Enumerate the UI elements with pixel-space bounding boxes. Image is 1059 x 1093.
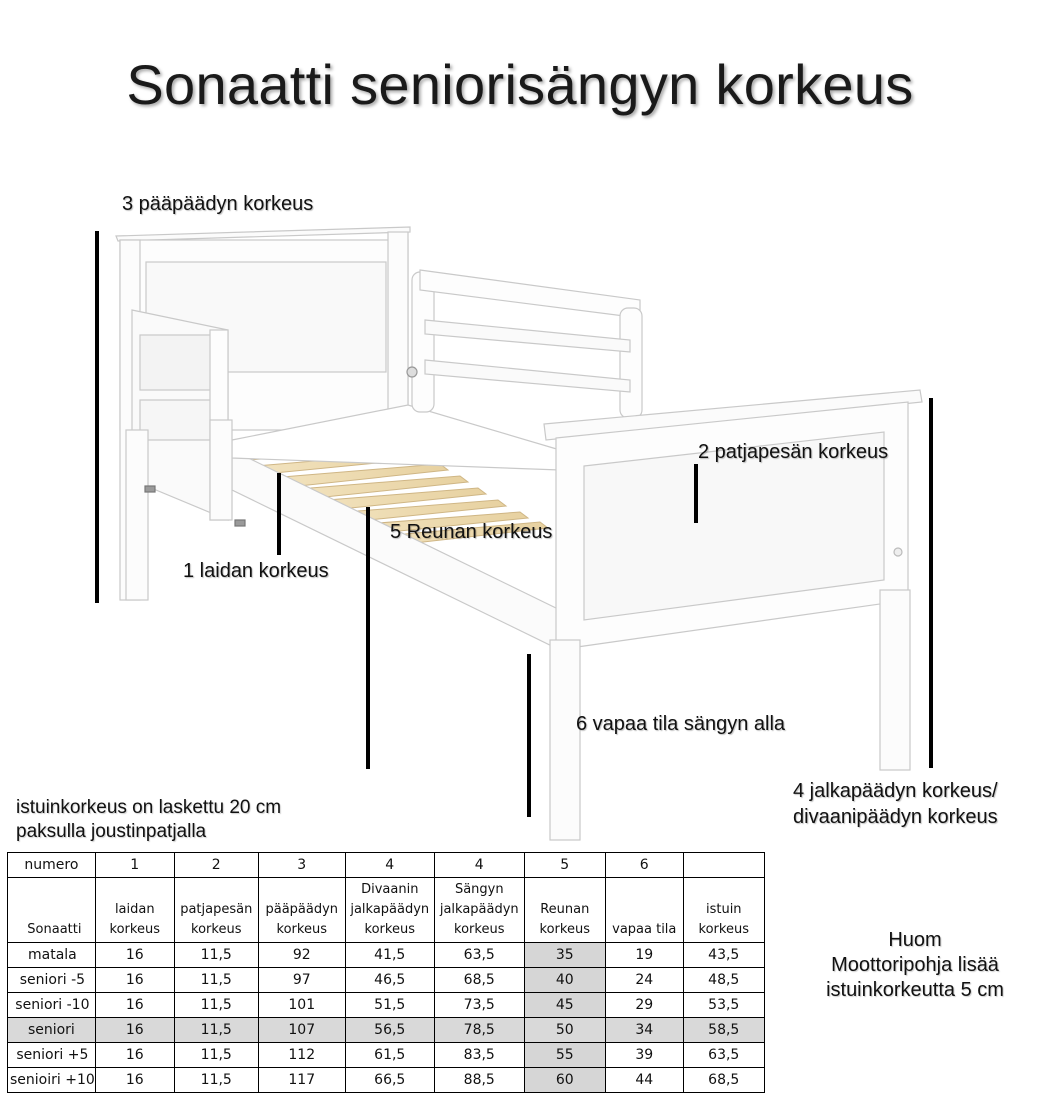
column-header: patjapesän korkeus <box>174 878 258 943</box>
value-cell: 101 <box>258 993 345 1018</box>
value-cell: 66,5 <box>345 1068 434 1093</box>
value-cell: 16 <box>95 943 174 968</box>
number-cell: 4 <box>345 853 434 878</box>
value-cell: 97 <box>258 968 345 993</box>
model-name-cell: matala <box>8 943 96 968</box>
value-cell: 11,5 <box>174 968 258 993</box>
column-header: Reunan korkeus <box>524 878 605 943</box>
number-cell: 6 <box>605 853 683 878</box>
value-cell: 51,5 <box>345 993 434 1018</box>
value-cell: 39 <box>605 1043 683 1068</box>
value-cell: 44 <box>605 1068 683 1093</box>
value-cell: 56,5 <box>345 1018 434 1043</box>
value-cell: 88,5 <box>434 1068 524 1093</box>
value-cell: 16 <box>95 968 174 993</box>
table-number-row <box>8 853 765 878</box>
number-cell <box>683 853 764 878</box>
column-header: Divaanin jalkapäädyn korkeus <box>345 878 434 943</box>
headboard-height-bar <box>95 231 99 603</box>
column-header: istuin korkeus <box>683 878 764 943</box>
column-header: Sonaatti <box>8 878 96 943</box>
column-header: vapaa tila <box>605 878 683 943</box>
table-row <box>8 968 765 993</box>
label-footboard-height-line1: 4 jalkapäädyn korkeus/ <box>793 780 998 802</box>
column-header: pääpäädyn korkeus <box>258 878 345 943</box>
value-cell: 117 <box>258 1068 345 1093</box>
value-cell: 16 <box>95 1068 174 1093</box>
value-cell: 78,5 <box>434 1018 524 1043</box>
model-name-cell: seniori -5 <box>8 968 96 993</box>
value-cell: 24 <box>605 968 683 993</box>
value-cell: 34 <box>605 1018 683 1043</box>
value-cell: 112 <box>258 1043 345 1068</box>
value-cell: 63,5 <box>683 1043 764 1068</box>
number-cell: 2 <box>174 853 258 878</box>
model-name-cell: seniori +5 <box>8 1043 96 1068</box>
label-edge-height: 5 Reunan korkeus <box>390 521 553 543</box>
value-cell: 19 <box>605 943 683 968</box>
huom-line2: Moottoripohja lisää <box>831 954 999 976</box>
seat-note-line2: paksulla joustinpatjalla <box>16 821 207 842</box>
value-cell: 11,5 <box>174 1018 258 1043</box>
value-cell: 41,5 <box>345 943 434 968</box>
value-cell: 16 <box>95 1043 174 1068</box>
number-cell: 5 <box>524 853 605 878</box>
table-row <box>8 993 765 1018</box>
value-cell: 16 <box>95 1018 174 1043</box>
value-cell: 60 <box>524 1068 605 1093</box>
label-headboard-height: 3 pääpäädyn korkeus <box>122 193 314 215</box>
free-space-bar <box>527 654 531 817</box>
seat-note-line1: istuinkorkeus on laskettu 20 cm <box>16 797 282 818</box>
value-cell: 68,5 <box>434 968 524 993</box>
value-cell: 50 <box>524 1018 605 1043</box>
table-row <box>8 1068 765 1093</box>
number-cell: numero <box>8 853 96 878</box>
side-height-bar <box>277 473 281 555</box>
value-cell: 43,5 <box>683 943 764 968</box>
model-name-cell: senioiri +10 <box>8 1068 96 1093</box>
height-spec-table <box>7 852 765 1093</box>
label-side-height: 1 laidan korkeus <box>183 560 329 582</box>
value-cell: 46,5 <box>345 968 434 993</box>
value-cell: 68,5 <box>683 1068 764 1093</box>
motor-base-note <box>800 928 1030 1003</box>
column-header: Sängyn jalkapäädyn korkeus <box>434 878 524 943</box>
value-cell: 45 <box>524 993 605 1018</box>
model-name-cell: seniori -10 <box>8 993 96 1018</box>
number-cell: 1 <box>95 853 174 878</box>
number-cell: 4 <box>434 853 524 878</box>
table-row <box>8 1018 765 1043</box>
table-row <box>8 943 765 968</box>
value-cell: 11,5 <box>174 943 258 968</box>
table-header-row <box>8 878 765 943</box>
mattress-base-bar <box>694 464 698 523</box>
huom-line3: istuinkorkeutta 5 cm <box>826 979 1004 1001</box>
value-cell: 73,5 <box>434 993 524 1018</box>
table-row <box>8 1043 765 1068</box>
number-cell: 3 <box>258 853 345 878</box>
footboard-height-bar <box>929 398 933 768</box>
value-cell: 92 <box>258 943 345 968</box>
value-cell: 83,5 <box>434 1043 524 1068</box>
value-cell: 35 <box>524 943 605 968</box>
value-cell: 16 <box>95 993 174 1018</box>
label-footboard-height-line2: divaanipäädyn korkeus <box>793 806 998 828</box>
edge-height-bar <box>366 507 370 769</box>
value-cell: 11,5 <box>174 993 258 1018</box>
page-title: Sonaatti seniorisängyn korkeus <box>126 53 914 116</box>
value-cell: 61,5 <box>345 1043 434 1068</box>
model-name-cell: seniori <box>8 1018 96 1043</box>
column-header: laidan korkeus <box>95 878 174 943</box>
label-mattress-base-height: 2 patjapesän korkeus <box>698 441 889 463</box>
value-cell: 48,5 <box>683 968 764 993</box>
value-cell: 11,5 <box>174 1043 258 1068</box>
seat-height-note <box>16 796 281 844</box>
value-cell: 107 <box>258 1018 345 1043</box>
value-cell: 40 <box>524 968 605 993</box>
value-cell: 11,5 <box>174 1068 258 1093</box>
value-cell: 55 <box>524 1043 605 1068</box>
label-free-space: 6 vapaa tila sängyn alla <box>576 713 786 735</box>
value-cell: 29 <box>605 993 683 1018</box>
value-cell: 58,5 <box>683 1018 764 1043</box>
huom-line1: Huom <box>888 929 942 951</box>
value-cell: 53,5 <box>683 993 764 1018</box>
value-cell: 63,5 <box>434 943 524 968</box>
